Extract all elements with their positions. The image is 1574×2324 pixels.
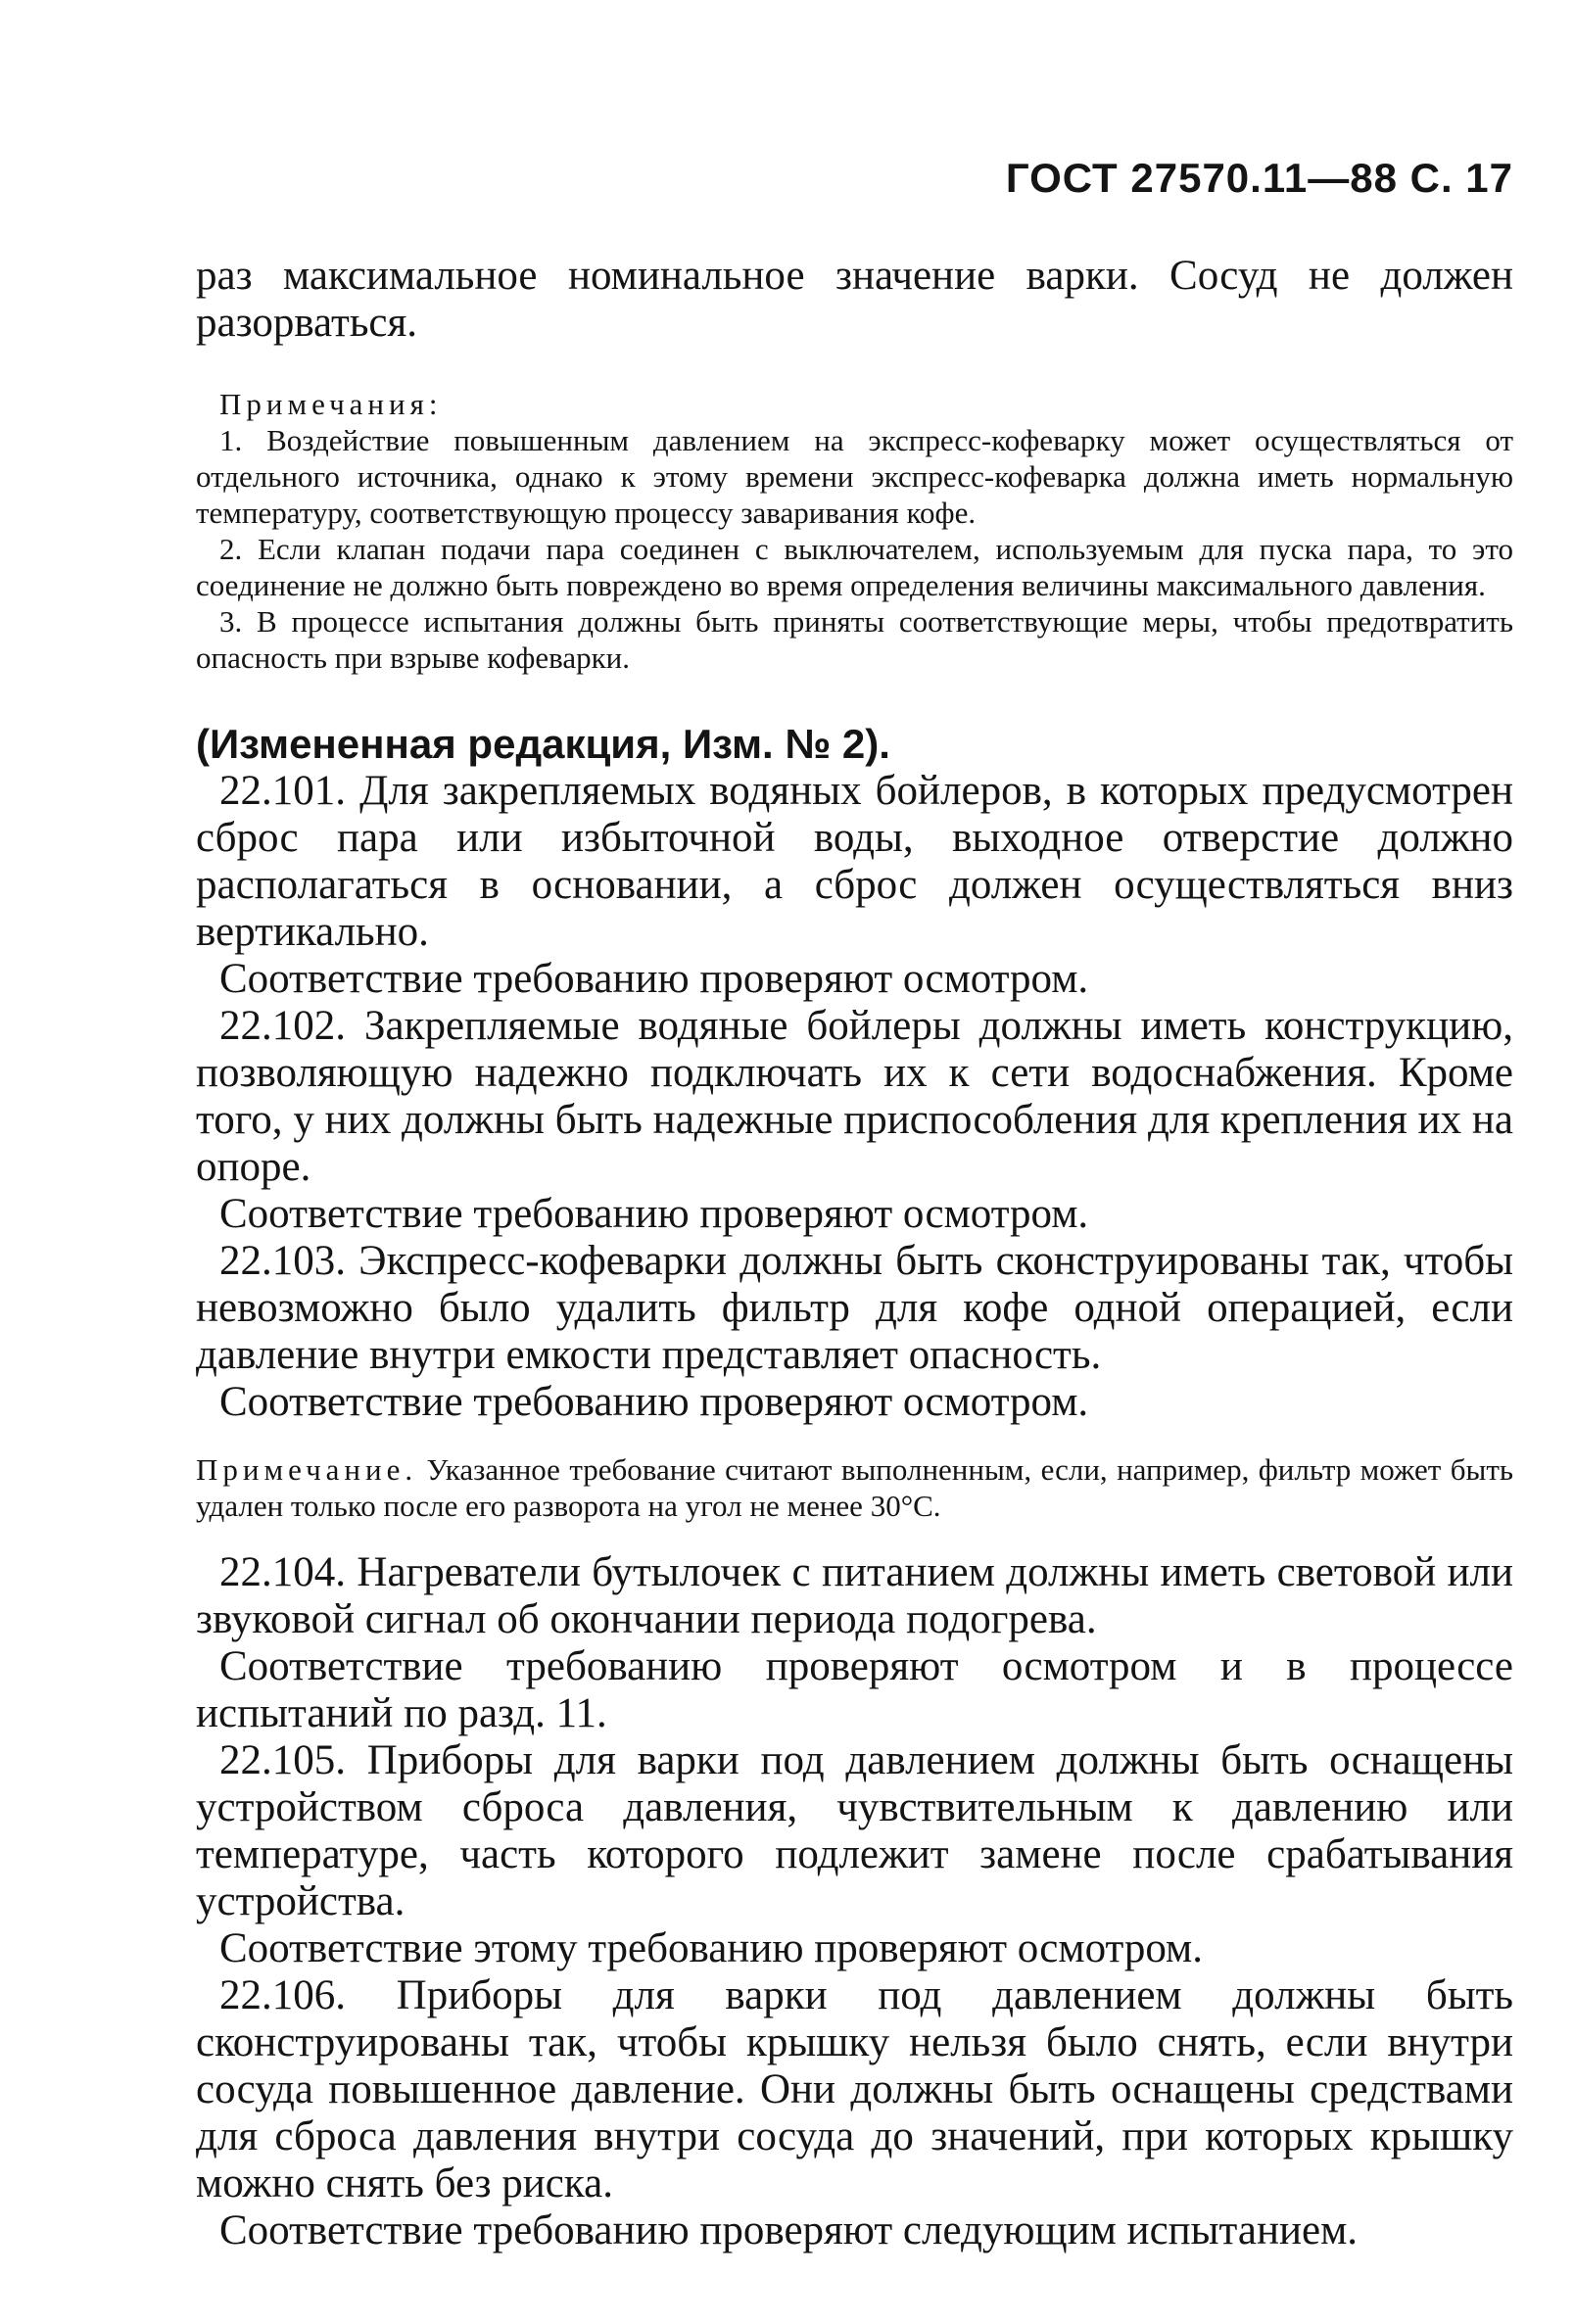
note-22-103-text: Указанное требование считают выполненным, если, например, фильтр может быть удален только после его разворота на угол не менее 30°С. bbox=[196, 1452, 1513, 1523]
note-3: 3. В процессе испытания должны быть приняты соответствующие меры, чтобы предотвратить опасность при взрыве кофеварки. bbox=[196, 604, 1513, 675]
note-1: 1. Воздействие повышенным давлением на экспресс-кофеварку может осуществляться от отдельного источника, однако к этому времени экспресс-кофеварка должна иметь нормальную температуру, соответствующую процессу заваривания кофе. bbox=[196, 423, 1513, 530]
clause-22-106: 22.106. Приборы для варки под давлением должны быть сконструированы так, чтобы крышку нельзя было снять, если внутри сосуда повышенное давление. Они должны быть оснащены средствами для сброса давления внутри сосуда до значений, при которых крышку можно снять без риска. bbox=[196, 1972, 1513, 2206]
clause-22-104: 22.104. Нагреватели бутылочек с питанием должны иметь световой или звуковой сигнал об окончании периода подогрева. bbox=[196, 1549, 1513, 1642]
clause-22-103: 22.103. Экспресс-кофеварки должны быть сконструированы так, чтобы невозможно было удалить фильтр для кофе одной операцией, если давление внутри емкости представляет опасность. bbox=[196, 1238, 1513, 1378]
page-header: ГОСТ 27570.11—88 С. 17 bbox=[1005, 155, 1513, 201]
compliance-22-106: Соответствие требованию проверяют следующим испытанием. bbox=[219, 2207, 1359, 2253]
document-body bbox=[196, 253, 1513, 2254]
clause-22-102: 22.102. Закрепляемые водяные бойлеры должны иметь конструкцию, позволяющую надежно подключать их к сети водоснабжения. Кроме того, у них должны быть надежные приспособления для крепления их на опоре. bbox=[196, 1003, 1513, 1190]
note-22-103-title: Примечание. bbox=[196, 1452, 418, 1487]
notes-title: Примечания: bbox=[219, 387, 443, 421]
clause-22-101: 22.101. Для закрепляемых водяных бойлеров, в которых предусмотрен сброс пара или избыточной воды, выходное отверстие должно располагаться в основании, а сброс должен осуществляться вниз вертикально. bbox=[196, 768, 1513, 955]
amendment-note: (Измененная редакция, Изм. № 2). bbox=[196, 721, 890, 767]
clause-22-105: 22.105. Приборы для варки под давлением должны быть оснащены устройством сброса давления, чувствительным к давлению или температуре, часть которого подлежит замене после срабатывания устройства. bbox=[196, 1737, 1513, 1924]
compliance-22-102: Соответствие требованию проверяют осмотром. bbox=[219, 1191, 1089, 1237]
notes-block bbox=[196, 386, 1513, 676]
compliance-22-103: Соответствие требованию проверяют осмотром. bbox=[219, 1379, 1089, 1425]
note-2: 2. Если клапан подачи пара соединен с выключателем, используемым для пуска пара, то это соединение не должно быть повреждено во время определения величины максимального давления. bbox=[196, 532, 1513, 602]
continuation-text: раз максимальное номинальное значение варки. Сосуд не должен разорваться. bbox=[196, 253, 1513, 346]
compliance-22-104: Соответствие требованию проверяют осмотром и в процессе испытаний по разд. 11. bbox=[196, 1643, 1513, 1736]
note-22-103 bbox=[196, 1451, 1513, 1524]
compliance-22-105: Соответствие этому требованию проверяют осмотром. bbox=[219, 1925, 1203, 1971]
compliance-22-101: Соответствие требованию проверяют осмотром. bbox=[219, 956, 1089, 1002]
